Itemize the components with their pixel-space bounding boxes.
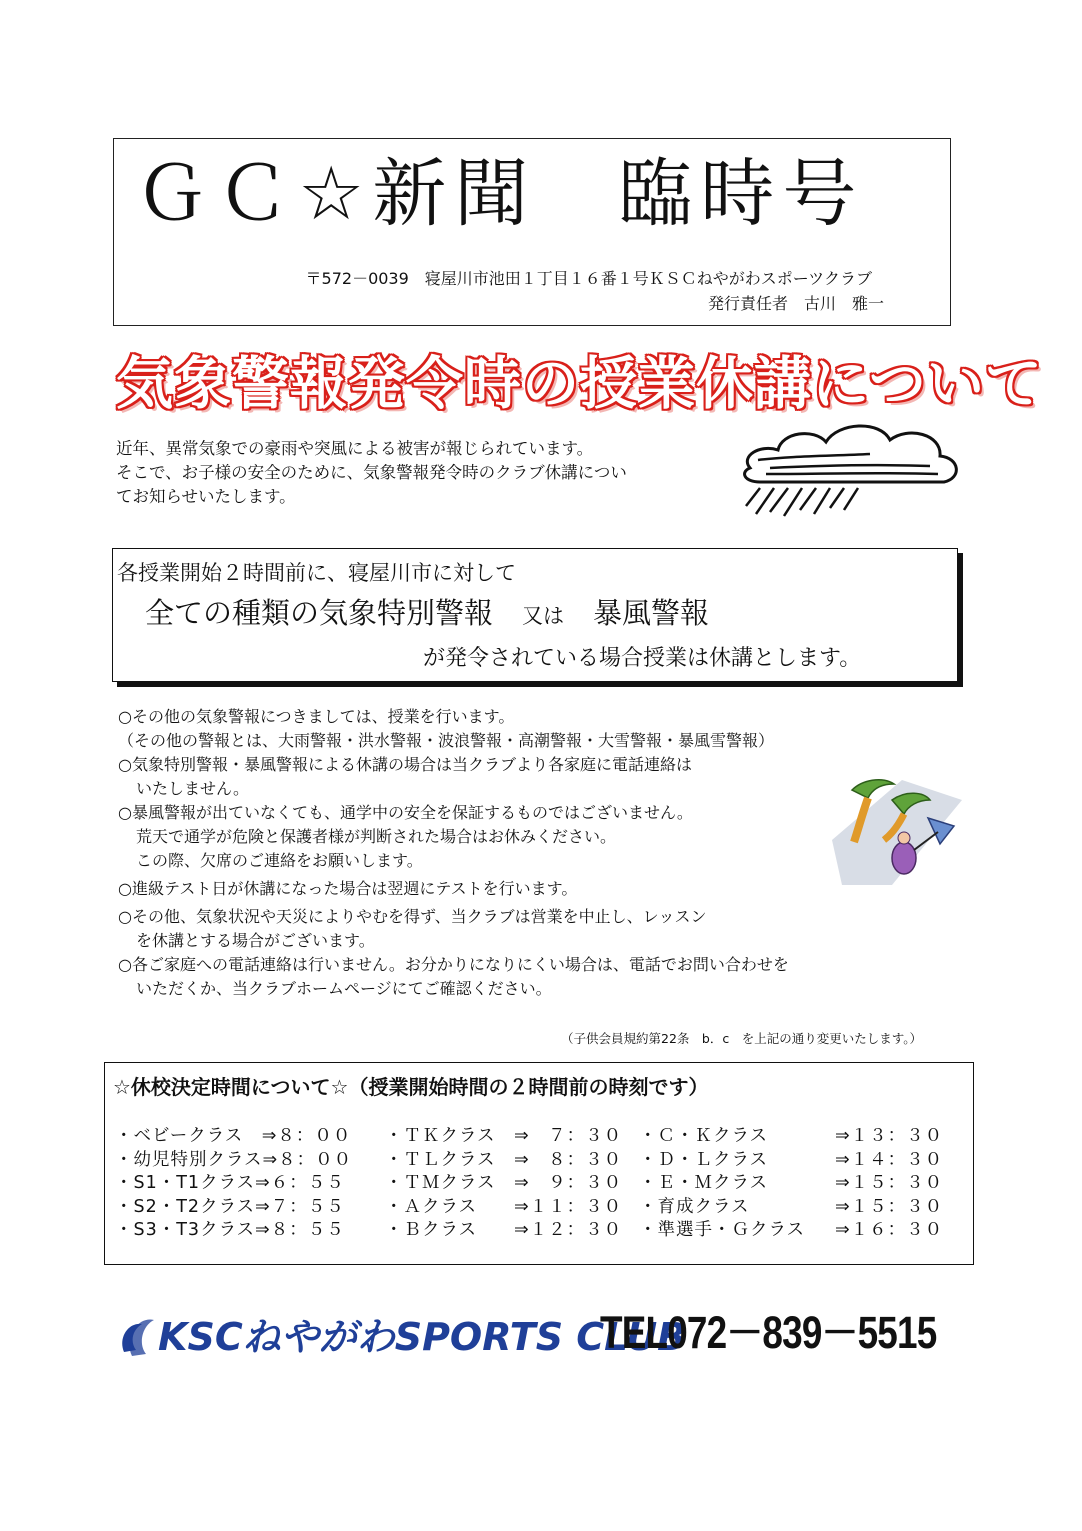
schedule-item: ・準選手・Ｇクラス [639, 1220, 805, 1240]
note-item: ○気象特別警報・暴風警報による休講の場合は当クラブより各家庭に電話連絡は [118, 755, 692, 774]
notice-main [145, 591, 709, 632]
rain-cloud-icon [730, 416, 970, 526]
schedule-time: ⇒１３：３０ [835, 1126, 944, 1146]
note-item: を休講とする場合がございます。 [136, 931, 375, 950]
note-item: ○その他の気象警報につきましては、授業を行います。 [118, 707, 515, 726]
rule-note: （子供会員規約第22条 b．c を上記の通り変更いたします。） [561, 1031, 922, 1046]
schedule-title: ☆休校決定時間について☆（授業開始時間の２時間前の時刻です） [113, 1075, 709, 1099]
notice-line: が発令されている場合授業は休講とします。 [423, 646, 862, 671]
notice-box [112, 548, 958, 682]
schedule-item: ・ＴＭクラス ⇒ ９：３０ [385, 1173, 623, 1193]
schedule-column-3 [639, 1125, 805, 1243]
schedule-item: ・Ｃ・Ｋクラス [639, 1126, 768, 1146]
logo-text: KSCねやがわSPORTS CLUB [158, 1315, 687, 1359]
note-item: 荒天で通学が危険と保護者様が判断された場合はお休みください。 [136, 827, 617, 846]
note-item: ○進級テスト日が休講になった場合は翌週にテストを行います。 [118, 879, 578, 898]
schedule-item: ・幼児特別クラス⇒８：００ [115, 1149, 353, 1170]
schedule-time: ⇒１６：３０ [835, 1220, 944, 1240]
schedule-box [104, 1062, 974, 1265]
schedule-column-2 [385, 1125, 622, 1243]
schedule-item: ・育成クラス [639, 1196, 750, 1217]
intro-line: てお知らせいたします。 [116, 487, 296, 506]
schedule-item: ・S3・T3クラス⇒８：５５ [115, 1220, 345, 1240]
notice-line: 各授業開始２時間前に、寝屋川市に対して [117, 561, 516, 585]
notes-list [118, 705, 938, 1001]
schedule-item: ・Ｅ・Ｍクラス [639, 1173, 768, 1193]
ksc-sports-club-logo [118, 1300, 687, 1366]
schedule-item: ・ＴＬクラス ⇒ ８：３０ [385, 1149, 623, 1170]
notice-special-warning: 全ての種類の気象特別警報 [145, 596, 494, 630]
telephone-number: TEL072－839－5515 [600, 1307, 937, 1358]
storm-umbrella-icon [832, 770, 962, 885]
note-item: いたしません。 [136, 779, 249, 798]
publisher: 発行責任者 古川 雅一 [707, 294, 884, 313]
note-item: ○各ご家庭への電話連絡は行いません。お分かりになりにくい場合は、電話でお問い合わせを [118, 955, 789, 974]
note-item: ○その他、気象状況や天災によりやむを得ず、当クラブは営業を中止し、レッスン [118, 907, 707, 926]
schedule-time: ⇒１４：３０ [835, 1149, 944, 1170]
address: 〒572－0039 寝屋川市池田１丁目１６番１号ＫＳＣねやがわスポーツクラブ [305, 269, 872, 288]
note-item: ○暴風警報が出ていなくても、通学中の安全を保証するものではございません。 [118, 803, 693, 822]
schedule-item: ・ベビークラス ⇒８：００ [115, 1126, 352, 1146]
note-item: いただくか、当クラブホームページにてご確認ください。 [136, 979, 552, 998]
newspaper-title: ＧＣ☆新聞 臨時号 [134, 151, 865, 237]
schedule-item: ・Ｂクラス ⇒１２：３０ [385, 1220, 623, 1240]
intro-text [116, 437, 716, 509]
note-item: （その他の警報とは、大雨警報・洪水警報・波浪警報・高潮警報・大雪警報・暴風雪警報） [118, 731, 775, 750]
schedule-column-1 [115, 1125, 352, 1243]
schedule-item: ・Ａクラス ⇒１１：３０ [385, 1196, 623, 1217]
schedule-time: ⇒１５：３０ [835, 1196, 944, 1217]
schedule-time: ⇒１５：３０ [835, 1173, 944, 1193]
schedule-item: ・S1・T1クラス⇒６：５５ [115, 1173, 345, 1193]
headline: 気象警報発令時の授業休講について [116, 351, 1043, 417]
notice-or: 又は [522, 604, 565, 628]
note-item: この際、欠席のご連絡をお願いします。 [136, 851, 423, 870]
schedule-column-4 [835, 1125, 943, 1243]
schedule-item: ・S2・T2クラス⇒７：５５ [115, 1196, 345, 1217]
masthead [113, 138, 951, 326]
schedule-item: ・ＴＫクラス ⇒ ７：３０ [385, 1126, 623, 1146]
intro-line: そこで、お子様の安全のために、気象警報発令時のクラブ休講につい [116, 463, 627, 482]
notice-storm-warning: 暴風警報 [593, 596, 710, 630]
schedule-item: ・Ｄ・Ｌクラス [639, 1149, 768, 1170]
intro-line: 近年、異常気象での豪雨や突風による被害が報じられています。 [116, 439, 594, 458]
